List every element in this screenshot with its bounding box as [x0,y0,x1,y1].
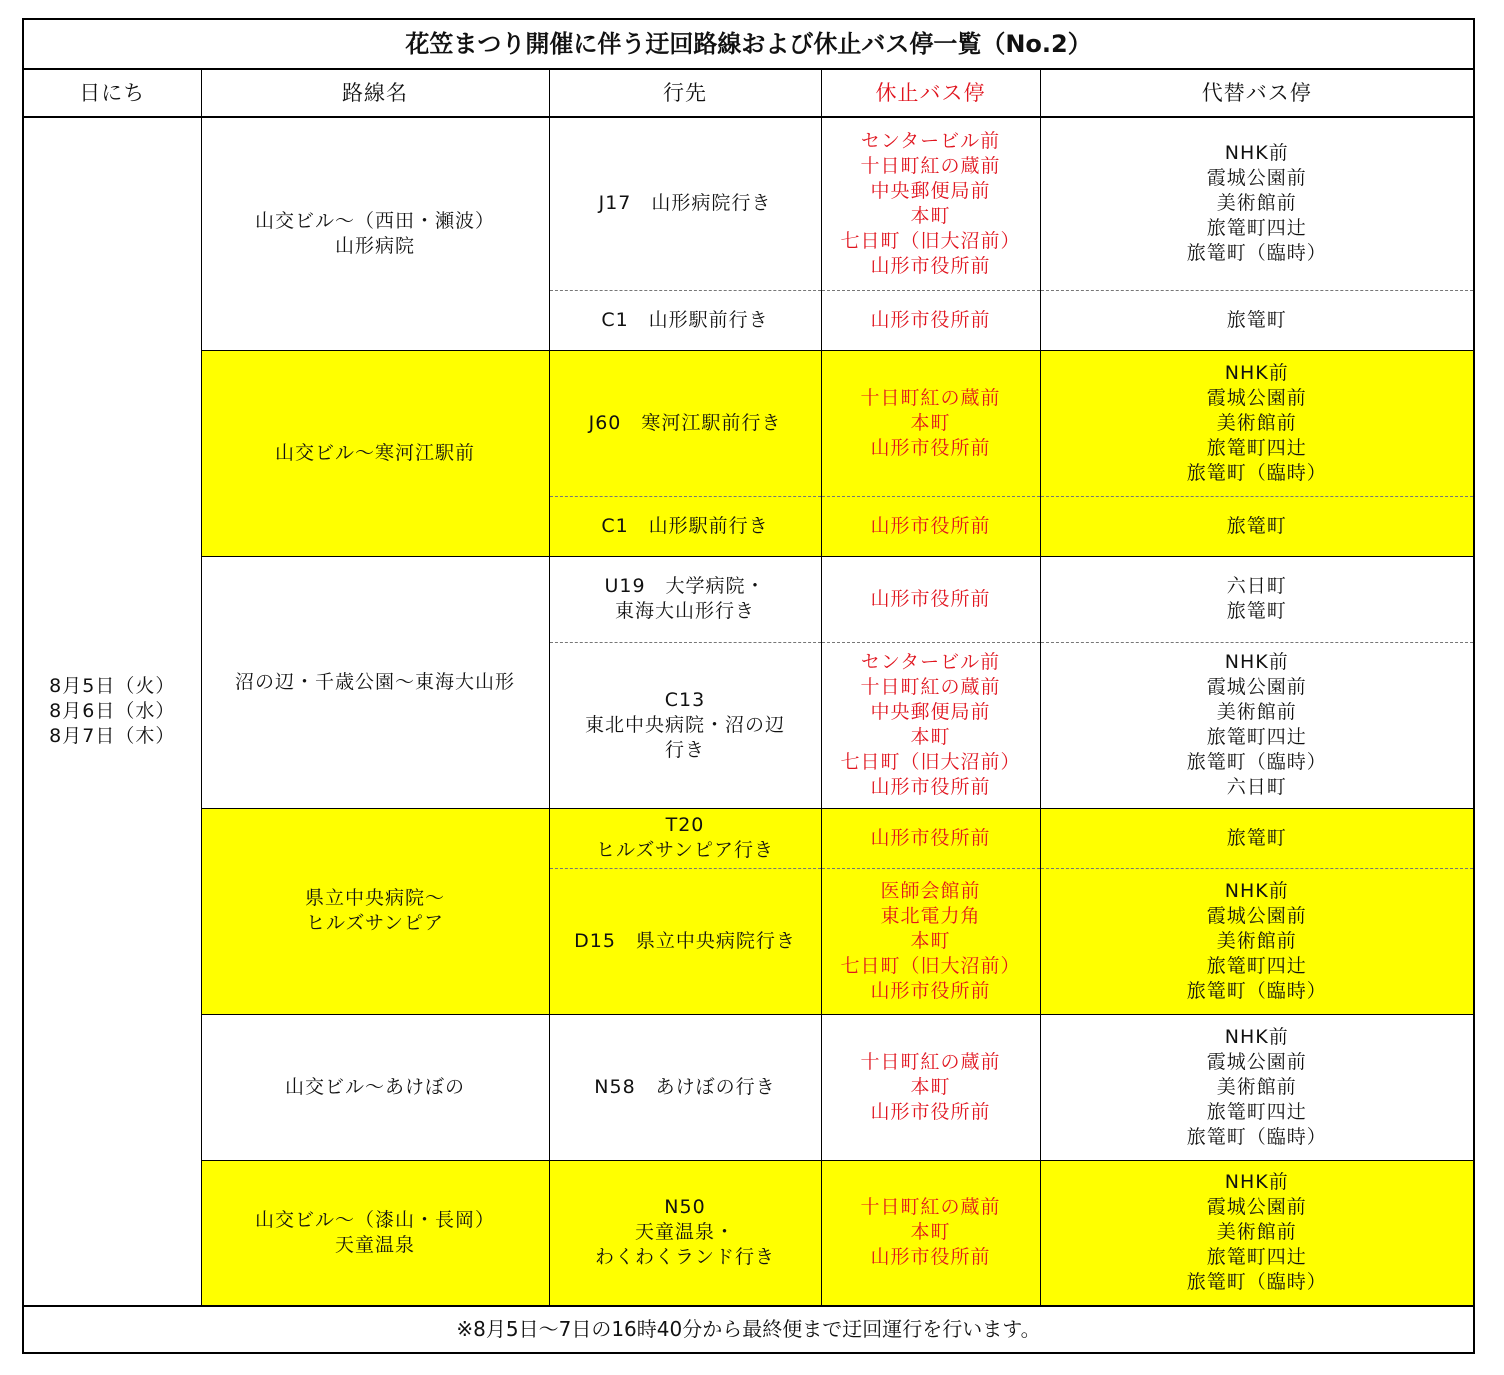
alternative-stop-line: 旅篭町四辻 [1206,1100,1307,1123]
header-suspended-stops: 休止バス停 [821,69,1040,117]
alternative-stop-line: NHK前 [1224,1025,1289,1048]
route-name-cell [201,117,549,350]
alternative-stop-line: 美術館前 [1216,1075,1297,1098]
destination-line: ヒルズサンピア行き [595,839,775,861]
alternative-stop-line: 旅篭町 [1226,600,1287,622]
route-name-cell [201,556,549,808]
destination-line: C1 山形駅前行き [601,514,769,537]
destination-line: J60 寒河江駅前行き [588,411,782,434]
suspended-stop-line: 本町 [910,1075,951,1098]
table-row [23,556,1474,642]
alternative-stop-line: 美術館前 [1216,192,1297,215]
route-name-cell [201,350,549,556]
destination-line: C1 山形駅前行き [601,308,769,331]
footer-note: ※8月5日～7日の16時40分から最終便まで迂回運行を行います。 [23,1306,1474,1353]
suspended-stops-cell [821,496,1040,556]
suspended-stop-line: 山形市役所前 [870,1100,991,1123]
suspended-stop-line: 十日町紅の蔵前 [860,676,1001,698]
suspended-stop-line: 中央郵便局前 [870,701,991,723]
route-name-line: 山交ビル～（西田・瀬波） [254,209,495,232]
alternative-stop-line: 六日町 [1226,575,1287,597]
route-name-line: 沼の辺・千歳公園～東海大山形 [234,670,515,693]
destination-line: 行き [664,738,705,761]
destination-line: 東北中央病院・沼の辺 [584,713,785,736]
suspended-stop-line: 本町 [910,1221,951,1244]
alternative-stop-line: 旅篭町 [1226,826,1287,849]
alternative-stop-line: 霞城公園前 [1206,1196,1307,1219]
suspended-stop-line: 山形市役所前 [870,979,991,1002]
suspended-stop-line: 山形市役所前 [870,308,991,331]
date-line: 8月5日（火） [49,675,176,697]
alternative-stop-line: 旅篭町四辻 [1206,954,1307,977]
alternative-stop-line: 美術館前 [1216,1221,1297,1244]
alternative-stop-line: 旅篭町四辻 [1206,726,1307,748]
alternative-stop-line: 旅篭町（臨時） [1186,751,1327,773]
destination-line: U19 大学病院・ [604,575,766,597]
alternative-stops-cell [1040,642,1474,808]
suspended-stops-cell [821,808,1040,868]
suspended-stop-line: 本町 [910,411,951,434]
suspended-stop-line: 山形市役所前 [870,826,991,849]
route-name-line: 山交ビル～あけぼの [284,1075,465,1098]
alternative-stop-line: 旅篭町四辻 [1206,217,1307,240]
footer-row [23,1306,1474,1353]
destination-cell [549,496,821,556]
route-name-cell [201,1014,549,1160]
alternative-stops-cell [1040,556,1474,642]
suspended-stops-cell [821,350,1040,496]
alternative-stop-line: 美術館前 [1216,411,1297,434]
route-name-line: ヒルズサンピア [305,912,445,934]
date-line: 8月7日（木） [49,725,176,747]
alternative-stop-line: 旅篭町（臨時） [1186,242,1327,265]
route-name-cell [201,1160,549,1306]
table-row [23,808,1474,868]
alternative-stop-line: 六日町 [1226,776,1287,798]
suspended-stops-cell [821,290,1040,350]
alternative-stops-cell [1040,496,1474,556]
detour-table [22,18,1475,1354]
suspended-stop-line: センタービル前 [860,129,1001,152]
suspended-stop-line: 本町 [910,204,951,227]
header-destination: 行先 [549,69,821,117]
alternative-stop-line: NHK前 [1224,1171,1289,1194]
route-name-line: 山形病院 [334,234,415,257]
alternative-stops-cell [1040,808,1474,868]
alternative-stop-line: 旅篭町（臨時） [1186,1271,1327,1294]
destination-cell [549,1160,821,1306]
alternative-stop-line: NHK前 [1224,879,1289,902]
destination-line: N58 あけぼの行き [594,1075,776,1098]
destination-cell [549,350,821,496]
date-cell [23,117,201,1306]
suspended-stop-line: 山形市役所前 [870,587,991,610]
suspended-stop-line: 本町 [910,929,951,952]
alternative-stop-line: 旅篭町（臨時） [1186,979,1327,1002]
destination-cell [549,290,821,350]
alternative-stop-line: NHK前 [1224,651,1289,673]
suspended-stop-line: 七日町（旧大沼前） [840,229,1021,252]
suspended-stop-line: 七日町（旧大沼前） [840,751,1021,773]
suspended-stops-cell [821,117,1040,290]
alternative-stop-line: 旅篭町 [1226,308,1287,331]
alternative-stops-cell [1040,117,1474,290]
suspended-stop-line: 医師会館前 [880,879,981,902]
alternative-stop-line: NHK前 [1224,142,1289,165]
suspended-stop-line: 山形市役所前 [870,254,991,277]
destination-line: 東海大山形行き [614,600,755,622]
alternative-stop-line: 美術館前 [1216,929,1297,952]
alternative-stops-cell [1040,1014,1474,1160]
suspended-stop-line: 山形市役所前 [870,514,991,537]
alternative-stop-line: 霞城公園前 [1206,167,1307,190]
alternative-stop-line: 旅篭町（臨時） [1186,1125,1327,1148]
header-date: 日にち [23,69,201,117]
suspended-stop-line: 中央郵便局前 [870,179,991,202]
alternative-stops-cell [1040,1160,1474,1306]
route-name-line: 山交ビル～寒河江駅前 [274,441,475,464]
table-row [23,1014,1474,1160]
suspended-stops-cell [821,556,1040,642]
alternative-stop-line: 美術館前 [1216,701,1297,723]
alternative-stop-line: 旅篭町四辻 [1206,1246,1307,1269]
alternative-stop-line: 霞城公園前 [1206,676,1307,698]
route-name-line: 山交ビル～（漆山・長岡） [254,1208,495,1231]
suspended-stops-cell [821,1014,1040,1160]
destination-cell [549,1014,821,1160]
alternative-stops-cell [1040,290,1474,350]
alternative-stops-cell [1040,350,1474,496]
alternative-stop-line: 旅篭町（臨時） [1186,461,1327,484]
suspended-stop-line: 山形市役所前 [870,1246,991,1269]
destination-cell [549,642,821,808]
suspended-stop-line: 東北電力角 [880,904,981,927]
table-row [23,117,1474,290]
destination-line: 天童温泉・ [634,1221,735,1244]
suspended-stop-line: 十日町紅の蔵前 [860,1196,1001,1219]
alternative-stop-line: 旅篭町四辻 [1206,436,1307,459]
destination-line: N50 [664,1196,706,1219]
suspended-stop-line: 十日町紅の蔵前 [860,1050,1001,1073]
alternative-stop-line: 旅篭町 [1226,514,1287,537]
destination-cell [549,868,821,1014]
header-alternative-stops: 代替バス停 [1040,69,1474,117]
table-row [23,1160,1474,1306]
header-route: 路線名 [201,69,549,117]
suspended-stops-cell [821,1160,1040,1306]
destination-line: D15 県立中央病院行き [574,929,796,952]
suspended-stops-cell [821,868,1040,1014]
route-name-line: 県立中央病院～ [304,887,445,909]
suspended-stop-line: 十日町紅の蔵前 [860,154,1001,177]
alternative-stop-line: 霞城公園前 [1206,386,1307,409]
destination-line: T20 [665,814,705,836]
alternative-stop-line: 霞城公園前 [1206,904,1307,927]
destination-line: わくわくランド行き [594,1246,775,1269]
suspended-stop-line: 本町 [910,726,951,748]
date-line: 8月6日（水） [49,700,176,722]
destination-line: C13 [664,688,706,711]
alternative-stop-line: NHK前 [1224,361,1289,384]
page-title: 花笠まつり開催に伴う迂回路線および休止バス停一覧（No.2） [23,19,1474,69]
header-row [23,69,1474,117]
route-name-line: 天童温泉 [334,1233,415,1256]
destination-cell [549,808,821,868]
table-row [23,350,1474,496]
suspended-stop-line: 山形市役所前 [870,436,991,459]
suspended-stops-cell [821,642,1040,808]
destination-cell [549,117,821,290]
route-name-cell [201,808,549,1014]
destination-cell [549,556,821,642]
suspended-stop-line: 七日町（旧大沼前） [840,954,1021,977]
alternative-stops-cell [1040,868,1474,1014]
suspended-stop-line: センタービル前 [860,651,1001,673]
alternative-stop-line: 霞城公園前 [1206,1050,1307,1073]
suspended-stop-line: 十日町紅の蔵前 [860,386,1001,409]
suspended-stop-line: 山形市役所前 [870,776,991,798]
destination-line: J17 山形病院行き [598,192,772,215]
